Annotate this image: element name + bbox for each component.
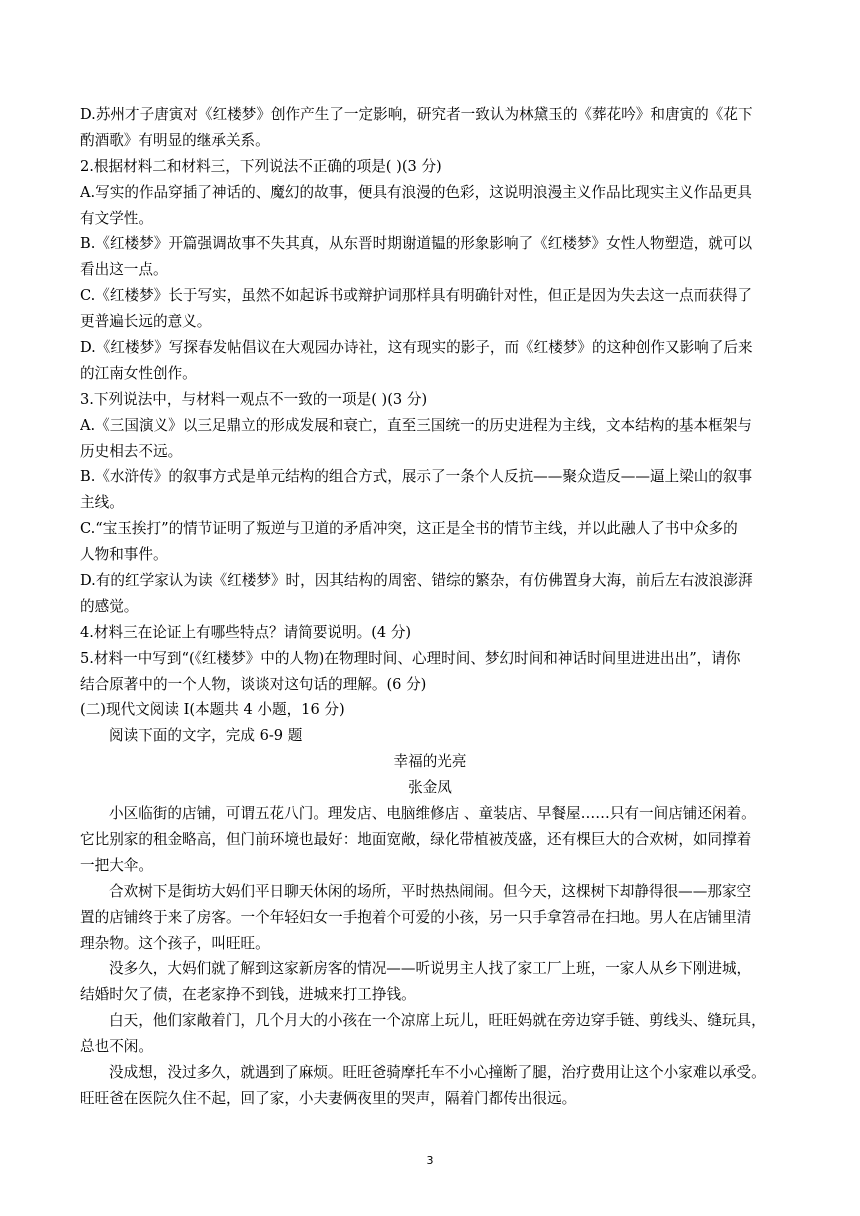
question-2: 2.根据材料二和材料三，下列说法不正确的项是( )(3 分) (80, 157, 442, 175)
section-heading: (二)现代文阅读 I(本题共 4 小题，16 分) (80, 701, 345, 719)
article-title: 幸福的光亮 (393, 753, 467, 771)
option-c-q3-line1: C.“宝玉挨打”的情节证明了叛逆与卫道的矛盾冲突，这正是全书的情节主线，并以此融人了书中众多的 (80, 520, 738, 538)
option-a-q3-line1: A.《三国演义》以三足鼎立的形成发展和衰亡，直至三国统一的历史进程为主线，文本结构的基本框架与 (80, 416, 752, 434)
paragraph-3-line1: 没多久，大妈们就了解到这家新房客的情况——听说男主人找了家工厂上班，一家人从乡下刚进城， (109, 960, 752, 978)
paragraph-4-line2: 总也不闲。 (80, 1038, 153, 1056)
option-b-q2-line2: 看出这一点。 (80, 261, 168, 279)
paragraph-1-line3: 一把大伞。 (80, 856, 153, 874)
question-3: 3.下列说法中，与材料一观点不一致的一项是( )(3 分) (80, 390, 428, 408)
option-b-q3-line1: B.《水浒传》的叙事方式是单元结构的组合方式，展示了一条个人反抗——聚众造反——逼上梁山的叙事 (80, 468, 753, 486)
option-c-q3-line2: 人物和事件。 (80, 546, 168, 564)
option-d-q3-line2: 的感觉。 (80, 597, 139, 615)
paragraph-2-line2: 置的店铺终于来了房客。一个年轻妇女一手抱着个可爱的小孩，另一只手拿笤帚在扫地。男人在店铺里清 (80, 908, 752, 926)
option-d-q2-line2: 的江南女性创作。 (80, 364, 197, 382)
option-b-q3-line2: 主线。 (80, 494, 124, 512)
paragraph-2-line3: 理杂物。这个孩子，叫旺旺。 (80, 934, 270, 952)
article-author: 张金凤 (408, 779, 452, 797)
option-a-q2-line2: 有文学性。 (80, 209, 153, 227)
paragraph-1-line2: 它比别家的租金略高，但门前环境也最好：地面宽敞，绿化带植被茂盛，还有棵巨大的合欢树，如同撑着 (80, 830, 752, 848)
paragraph-5-line1: 没成想，没过多久，就遇到了麻烦。旺旺爸骑摩托车不小心撞断了腿，治疗费用让这个小家难以承受。 (109, 1063, 766, 1081)
option-d-q2-line1: D.《红楼梦》写探春发帖倡议在大观园办诗社，这有现实的影子，而《红楼梦》的这种创作又影响了后来 (80, 339, 753, 357)
document-body (80, 102, 780, 1112)
paragraph-4-line1: 白天，他们家敞着门，几个月大的小孩在一个凉席上玩儿，旺旺妈就在旁边穿手链、剪线头、缝玩具， (109, 1012, 766, 1030)
paragraph-1-line1: 小区临街的店铺，可谓五花八门。理发店、电脑维修店 、童装店、早餐屋……只有一间店铺还闲着。 (109, 805, 756, 823)
page-number: 3 (426, 1154, 434, 1167)
question-5-line2: 结合原著中的一个人物，谈谈对这句话的理解。(6 分) (80, 675, 427, 693)
option-d-q1-line2: 酌酒歌》有明显的继承关系。 (80, 131, 270, 149)
option-d-q1-line1: D.苏州才子唐寅对《红楼梦》创作产生了一定影响，研究者一致认为林黛玉的《葬花吟》和唐寅的《花下 (80, 106, 753, 123)
option-b-q2-line1: B.《红楼梦》开篇强调故事不失其真，从东晋时期谢道韫的形象影响了《红楼梦》女性人物塑造，就可以 (80, 235, 753, 253)
option-a-q3-line2: 历史相去不远。 (80, 442, 183, 460)
option-a-q2-line1: A.写实的作品穿插了神话的、魔幻的故事，便具有浪漫的色彩，这说明浪漫主义作品比现实主义作品更具 (80, 183, 752, 201)
reading-instruction: 阅读下面的文字，完成 6-9 题 (109, 727, 303, 745)
question-4: 4.材料三在论证上有哪些特点？请简要说明。(4 分) (80, 623, 412, 641)
option-c-q2-line2: 更普遍长远的意义。 (80, 313, 212, 331)
option-c-q2-line1: C.《红楼梦》长于写实，虽然不如起诉书或辩护词那样具有明确针对性，但正是因为失去这一点而获得了 (80, 287, 753, 305)
paragraph-5-line2: 旺旺爸在医院久住不起，回了家，小夫妻俩夜里的哭声，隔着门都传出很远。 (80, 1089, 577, 1107)
paragraph-3-line2: 结婚时欠了债，在老家挣不到钱，进城来打工挣钱。 (80, 986, 416, 1004)
paragraph-2-line1: 合欢树下是街坊大妈们平日聊天休闲的场所，平时热热闹闹。但今天，这棵树下却静得很——那家空 (109, 882, 752, 900)
question-5-line1: 5.材料一中写到“(《红楼梦》中的人物)在物理时间、心理时间、梦幻时间和神话时间里进进出出”，请你 (80, 649, 741, 667)
option-d-q3-line1: D.有的红学家认为读《红楼梦》时，因其结构的周密、错综的繁杂，有仿佛置身大海，前后左右波浪澎湃 (80, 572, 753, 590)
